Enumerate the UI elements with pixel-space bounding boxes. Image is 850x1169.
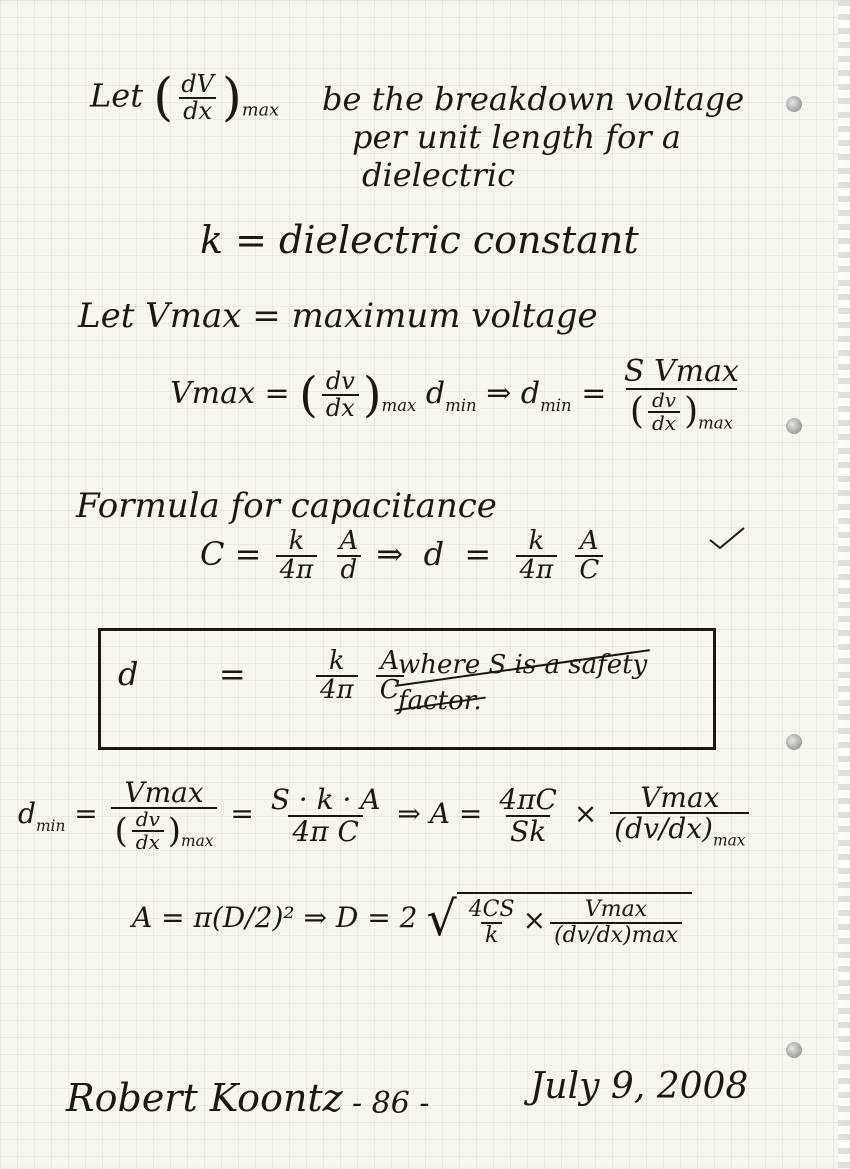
- min-subscript: min: [445, 396, 477, 415]
- k-over-4pi: [276, 528, 318, 585]
- close-paren: ): [167, 811, 181, 851]
- fraction-denominator: k: [481, 922, 502, 947]
- max-subscript: max: [698, 412, 733, 432]
- fraction-numerator: k: [528, 526, 545, 556]
- d-term: d: [118, 654, 139, 693]
- max-subscript: max: [180, 832, 214, 851]
- dmin-fraction: [620, 356, 743, 434]
- fraction-numerator: dv: [651, 387, 677, 412]
- capacitance-equation: [200, 528, 607, 585]
- vmax-equation: [170, 356, 747, 434]
- equals-sign: =: [264, 375, 290, 411]
- times-sign: ×: [522, 904, 547, 937]
- fraction-numerator: 4CS: [468, 897, 515, 923]
- fraction-denominator: [610, 812, 749, 849]
- d-term: d: [520, 375, 541, 411]
- fraction-denominator: [626, 388, 737, 434]
- fraction-numerator: k: [288, 526, 305, 556]
- fraction-numerator: A: [380, 646, 400, 676]
- let-word: Let: [90, 76, 144, 115]
- implies-arrow: ⇒: [486, 375, 512, 411]
- struck-note-text: where S is a safety: [398, 650, 648, 680]
- close-paren: ): [221, 67, 242, 128]
- fraction-numerator: Vmax: [584, 897, 648, 923]
- equals-sign: =: [464, 534, 492, 573]
- fraction-numerator: S Vmax: [623, 354, 739, 389]
- fraction-denominator: 4π: [276, 555, 318, 584]
- dvdx-fraction: [132, 809, 164, 853]
- fraction-denominator: dx: [179, 97, 216, 124]
- open-paren: (: [299, 366, 318, 423]
- fraction-denominator: dx: [132, 830, 164, 853]
- a-over-c: [575, 528, 603, 585]
- check-mark-icon: [708, 524, 746, 550]
- min-subscript: min: [540, 396, 572, 415]
- equals-sign: =: [218, 654, 246, 693]
- binding-hole: [786, 1042, 802, 1058]
- dmin-equation: [18, 778, 753, 853]
- equals-sign: =: [74, 797, 98, 831]
- fraction-numerator: A: [339, 526, 359, 556]
- times-sign: ×: [573, 797, 598, 831]
- spiral-binding-edge: [838, 0, 850, 1169]
- close-paren: ): [684, 390, 699, 432]
- k-over-4pi: [316, 648, 358, 705]
- dvdx-fraction: [648, 387, 680, 435]
- 4pic-over-sk: [495, 785, 561, 846]
- open-paren: (: [629, 390, 644, 432]
- d-term: d: [18, 797, 36, 831]
- equals-sign: =: [230, 797, 254, 831]
- max-subscript: max: [381, 396, 417, 415]
- fraction-denominator: (dv/dx)max: [550, 922, 682, 947]
- fraction-numerator: S · k · A: [270, 783, 381, 817]
- safety-note-line-1: [398, 650, 647, 680]
- dielectric-constant-line: k = dielectric constant: [200, 218, 639, 262]
- boxed-equation-content: [118, 648, 408, 705]
- fraction-denominator: d: [337, 555, 362, 584]
- close-paren: ): [362, 366, 382, 423]
- k-over-4pi: [516, 528, 558, 585]
- definition-text-1: be the breakdown voltage: [322, 80, 745, 118]
- open-paren: (: [153, 67, 174, 128]
- fraction-numerator: Vmax: [124, 776, 204, 809]
- vmax-over-dvdx: [610, 780, 749, 850]
- safety-note-line-2: [398, 686, 482, 716]
- fraction-denominator: 4π C: [288, 815, 363, 846]
- square-root-icon: √: [426, 892, 457, 947]
- definition-text-3: dielectric: [362, 156, 516, 194]
- dvdx-fraction: [177, 72, 218, 124]
- vmax-term: Vmax: [170, 375, 255, 411]
- fraction-denominator: [111, 807, 218, 853]
- a-term: A: [429, 797, 451, 831]
- dvdx-ratio: (dv/dx): [614, 811, 713, 845]
- definition-text-2: per unit length for a: [352, 118, 681, 156]
- ska-over-4pic: [267, 785, 385, 846]
- implies-arrow: ⇒: [397, 797, 421, 831]
- equals-sign: =: [234, 534, 262, 573]
- 4cs-over-k: [465, 898, 519, 946]
- fraction-numerator: dv: [325, 366, 355, 395]
- struck-note-text: factor.: [398, 686, 482, 716]
- implies-arrow: ⇒: [376, 534, 404, 573]
- min-subscript: min: [35, 816, 66, 835]
- fraction-denominator: C: [575, 555, 603, 584]
- vmax-over-dvdx: [550, 898, 682, 946]
- fraction-denominator: dx: [648, 411, 680, 434]
- c-term: C: [200, 534, 225, 573]
- capacitance-heading: Formula for capacitance: [76, 486, 497, 526]
- entry-date: July 9, 2008: [530, 1066, 749, 1107]
- binding-hole: [786, 734, 802, 750]
- definition-line-1: [90, 67, 279, 128]
- max-subscript: max: [241, 100, 279, 121]
- d-term: d: [425, 375, 446, 411]
- fraction-denominator: 4π: [316, 675, 358, 704]
- diameter-equation: [132, 892, 692, 947]
- page-number: - 86 -: [352, 1086, 430, 1121]
- max-subscript: max: [712, 831, 746, 850]
- fraction-numerator: k: [328, 646, 345, 676]
- fraction-denominator: 4π: [516, 555, 558, 584]
- radicand: [457, 892, 692, 946]
- fraction-denominator: dx: [322, 394, 359, 421]
- area-circle-relation: A = π(D/2)² ⇒ D = 2: [132, 901, 418, 934]
- fraction-numerator: Vmax: [640, 780, 720, 814]
- vmax-definition-line: Let Vmax = maximum voltage: [78, 296, 598, 336]
- fraction-numerator: 4πC: [499, 783, 557, 817]
- dvdx-fraction: [322, 366, 359, 422]
- a-over-d: [335, 528, 362, 585]
- fraction-denominator: Sk: [506, 815, 550, 846]
- author-signature: Robert Koontz: [66, 1076, 343, 1120]
- fraction-denominator: C: [376, 675, 404, 704]
- d-term: d: [423, 534, 445, 573]
- fraction-numerator: A: [579, 526, 599, 556]
- binding-hole: [786, 418, 802, 434]
- equals-sign: =: [458, 797, 483, 831]
- fraction-numerator: dV: [181, 70, 214, 98]
- binding-hole: [786, 96, 802, 112]
- fraction-numerator: dv: [135, 807, 160, 832]
- open-paren: (: [114, 811, 128, 851]
- equals-sign: =: [581, 375, 607, 411]
- vmax-over-dvdx: [111, 778, 218, 853]
